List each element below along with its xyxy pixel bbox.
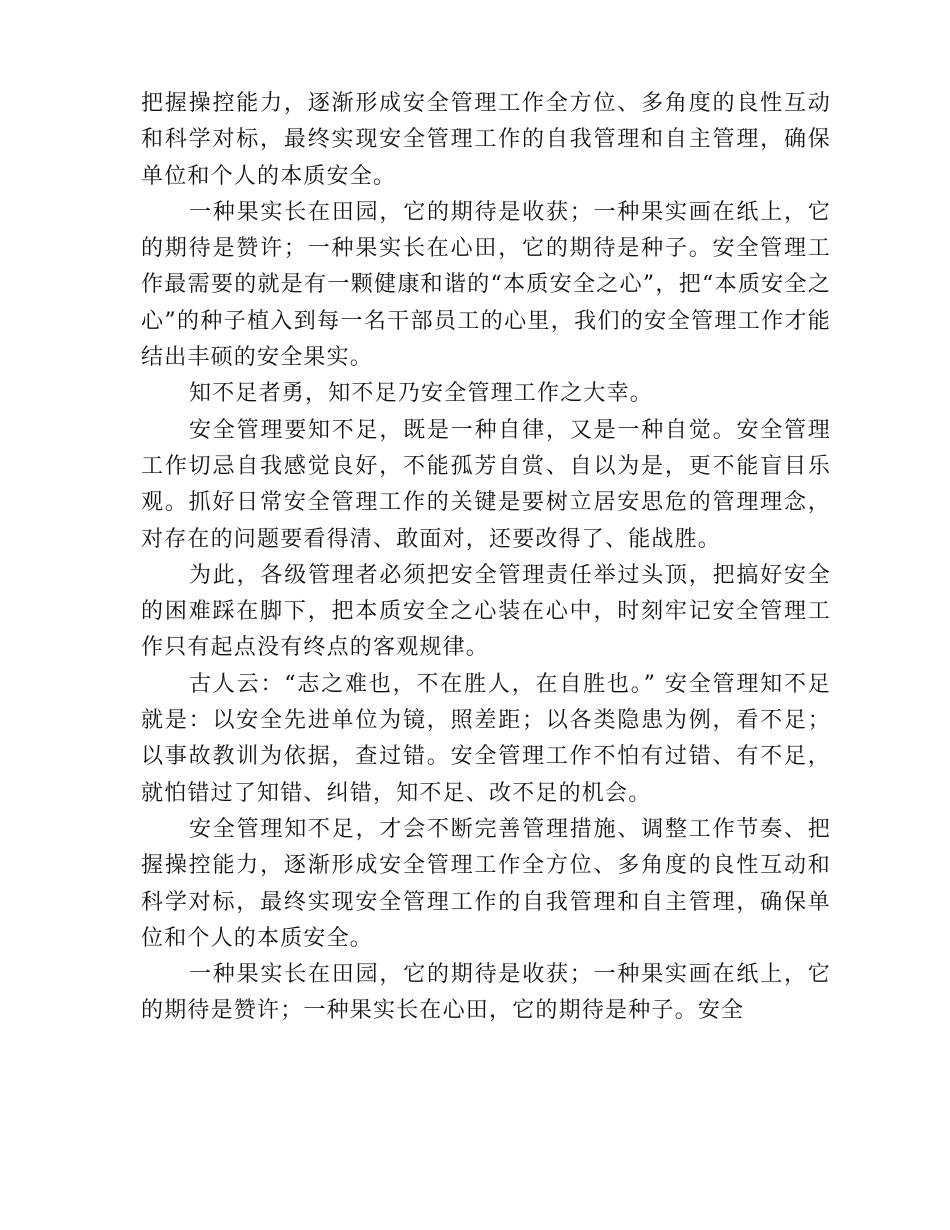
paragraph: 一种果实长在田园，它的期待是收获；一种果实画在纸上，它的期待是赞许；一种果实长在心田，它的期待是种子。安全管理工作最需要的就是有一颗健康和谐的“本质安全之心”，把“本质安全之心”的种子植入到每一名干部员工的心里，我们的安全管理工作才能结出丰硕的安全果实。 bbox=[141, 199, 831, 371]
paragraph: 古人云：“志之难也，不在胜人，在自胜也。” 安全管理知不足就是：以安全先进单位为镜，照差距；以各类隐患为例，看不足；以事故教训为依据，查过错。安全管理工作不怕有过错、有不足，就怕错过了知错、纠错，知不足、改不足的机会。 bbox=[141, 671, 831, 806]
paragraph: 知不足者勇，知不足乃安全管理工作之大幸。 bbox=[189, 381, 654, 407]
paragraph: 一种果实长在田园，它的期待是收获；一种果实画在纸上，它的期待是赞许；一种果实长在心田，它的期待是种子。安全 bbox=[141, 962, 831, 1024]
paragraph: 为此，各级管理者必须把安全管理责任举过头顶，把搞好安全的困难踩在脚下，把本质安全之心装在心中，时刻牢记安全管理工作只有起点没有终点的客观规律。 bbox=[141, 562, 831, 661]
paragraph: 把握操控能力，逐渐形成安全管理工作全方位、多角度的良性互动和科学对标，最终实现安全管理工作的自我管理和自主管理，确保单位和个人的本质安全。 bbox=[141, 91, 831, 189]
paragraph: 安全管理要知不足，既是一种自律，又是一种自觉。安全管理工作切忌自我感觉良好，不能孤芳自赏、自以为是，更不能盲目乐观。抓好日常安全管理工作的关键是要树立居安思危的管理理念，对存在的问题要看得清、敢面对，还要改得了、能战胜。 bbox=[141, 417, 831, 552]
document-body bbox=[141, 86, 831, 1030]
paragraph: 安全管理知不足，才会不断完善管理措施、调整工作节奏、把握操控能力，逐渐形成安全管理工作全方位、多角度的良性互动和科学对标，最终实现安全管理工作的自我管理和自主管理，确保单位和个人的本质安全。 bbox=[141, 816, 831, 951]
